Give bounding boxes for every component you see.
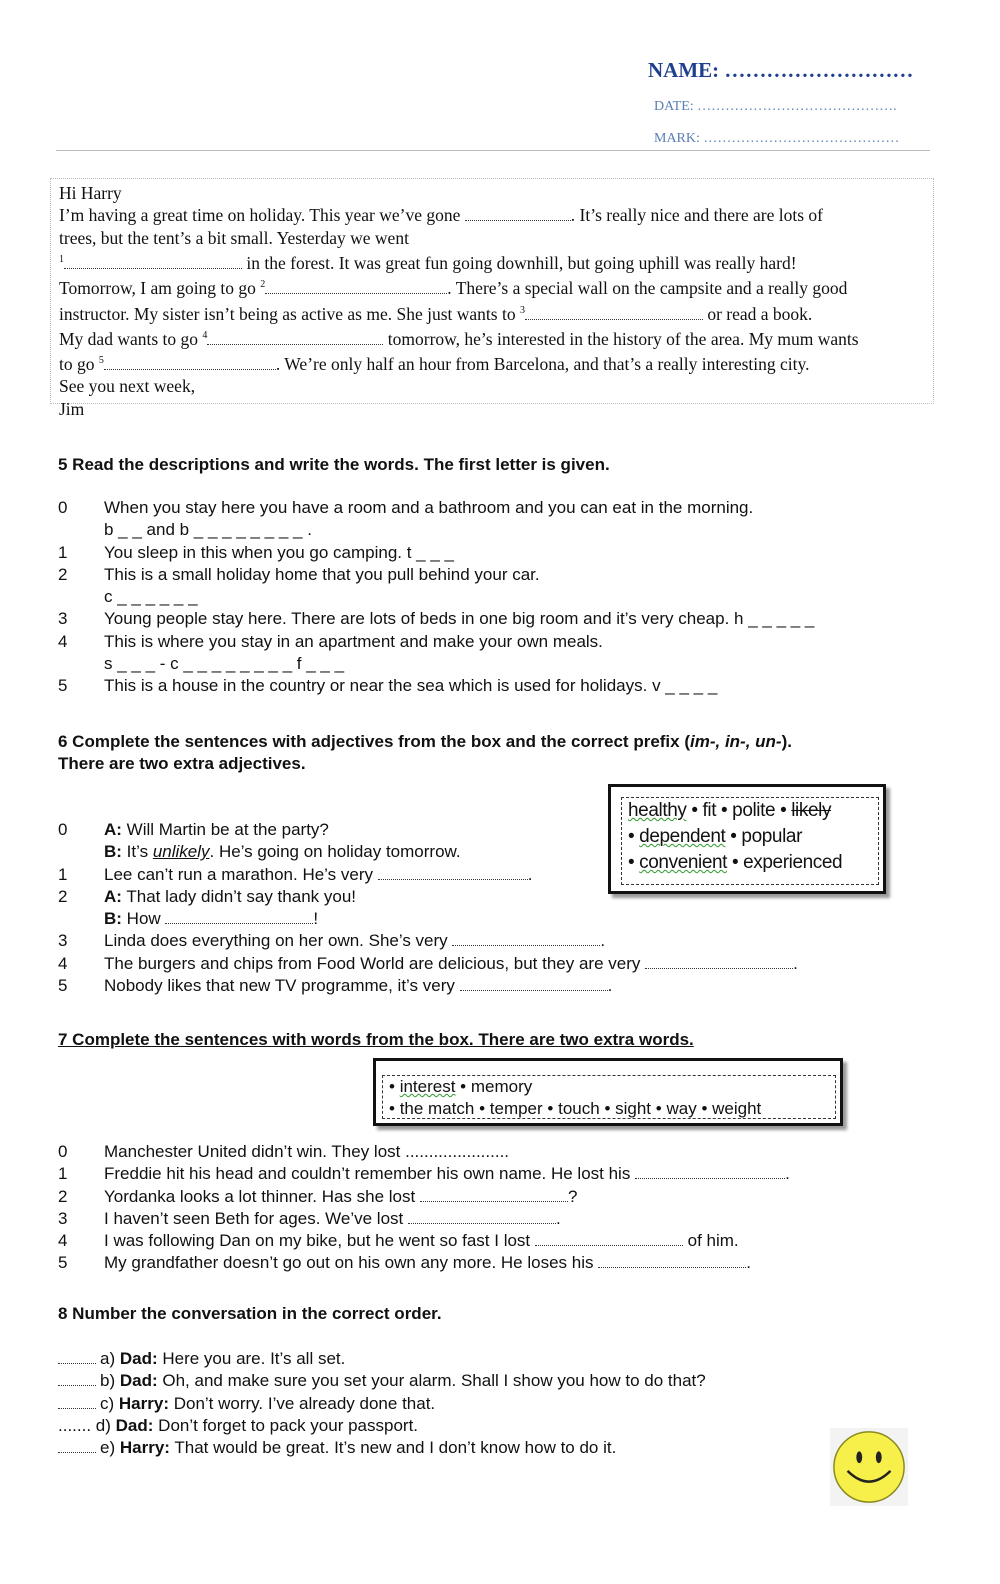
section-8-title: 8 Number the conversation in the correct order. [58, 1304, 442, 1323]
letter-line: See you next week, [59, 376, 196, 397]
header-divider [56, 150, 930, 151]
list-item: B: It’s unlikely. He’s going on holiday tomorrow. [104, 842, 461, 862]
section-6-title: 6 Complete the sentences with adjectives from the box and the correct prefix (im-, in-, un-). There are two extra adjectives. [58, 732, 792, 773]
letter-line: Tomorrow, I am going to go $^2$ . There’s a special wall on the campsite and a really good [59, 278, 848, 299]
blank[interactable] [635, 1166, 785, 1179]
blank-2[interactable] [265, 281, 447, 294]
list-item: 4 The burgers and chips from Food World are delicious, but they are very . [58, 953, 798, 973]
list-item: 0 When you stay here you have a room and a bathroom and you can eat in the morning. [58, 498, 754, 517]
adjective-box-inner: healthy • fit • polite • likely • dependent • popular • convenient • experienced [621, 797, 879, 885]
letter-line: I’m having a great time on holiday. This year we’ve gone . It’s really nice and there are lots of [59, 205, 823, 226]
letter-line: My dad wants to go $^4$ tomorrow, he’s interested in the history of the area. My mum wants [59, 328, 859, 349]
list-item: 5 My grandfather doesn’t go out on his own any more. He loses his . [58, 1253, 751, 1273]
list-item: 0 A: Will Martin be at the party? [58, 820, 329, 839]
order-blank[interactable] [58, 1396, 96, 1409]
list-item[interactable]: b _ _ and b _ _ _ _ _ _ _ _ . [104, 520, 312, 540]
order-blank[interactable] [58, 1373, 96, 1386]
blank-3[interactable] [525, 307, 703, 320]
list-item: 1 Lee can’t run a marathon. He’s very . [58, 864, 533, 884]
word-box [373, 1058, 843, 1126]
letter-line: to go $^5$ . We’re only half an hour from Barcelona, and that’s a really interesting city. [59, 353, 810, 374]
section-7-title: 7 Complete the sentences with words from the box. There are two extra words. [58, 1030, 694, 1049]
smiley-face-icon [830, 1428, 908, 1506]
letter-line: trees, but the tent’s a bit small. Yesterday we went [59, 227, 409, 248]
list-item: 3 I haven’t seen Beth for ages. We’ve lost . [58, 1208, 561, 1228]
order-blank[interactable] [58, 1351, 96, 1364]
list-item: B: How ! [104, 909, 319, 929]
list-item[interactable]: s _ _ _ - c _ _ _ _ _ _ _ _ f _ _ _ [104, 654, 345, 674]
blank[interactable] [452, 933, 600, 946]
letter-line: $^1$ in the forest. It was great fun going downhill, but going uphill was really hard! [59, 253, 797, 274]
list-item: 0 Manchester United didn’t win. They lost ...................... [58, 1142, 510, 1161]
blank[interactable] [598, 1255, 746, 1268]
blank[interactable] [378, 867, 528, 880]
list-item[interactable]: 3 Young people stay here. There are lots of beds in one big room and it’s very cheap. h _ _ _ _ _ [58, 609, 815, 629]
list-item: 1 Freddie hit his head and couldn’t remember his own name. He lost his . [58, 1164, 790, 1184]
list-item: e) Harry: That would be great. It’s new and I don’t know how to do it. [58, 1437, 706, 1459]
blank[interactable] [535, 1233, 683, 1246]
blank[interactable] [460, 978, 608, 991]
list-item: 5 Nobody likes that new TV programme, it’s very . [58, 976, 613, 996]
blank[interactable] [165, 911, 313, 924]
list-item: 2 A: That lady didn’t say thank you! [58, 886, 357, 906]
letter-signature: Jim [59, 398, 85, 419]
section-5-title: 5 Read the descriptions and write the words. The first letter is given. [58, 455, 610, 474]
order-blank[interactable]: ....... [58, 1415, 92, 1435]
letter-greeting: Hi Harry [59, 183, 122, 203]
list-item: 4 This is where you stay in an apartment and make your own meals. [58, 631, 603, 651]
section-5-list [58, 497, 814, 698]
section-6-list [58, 819, 798, 997]
blank[interactable] [645, 956, 793, 969]
blank-5[interactable] [104, 357, 276, 370]
list-item: 3 Linda does everything on her own. She’s very . [58, 931, 606, 951]
section-8-list [58, 1348, 706, 1459]
date-field[interactable]: DATE: ……………………………………. [654, 99, 897, 114]
header [630, 58, 930, 147]
blank-4[interactable] [207, 332, 383, 345]
list-item: b) Dad: Oh, and make sure you set your alarm. Shall I show you how to do that? [58, 1370, 706, 1392]
list-item[interactable]: c _ _ _ _ _ _ [104, 587, 198, 607]
blank[interactable] [408, 1211, 556, 1224]
blank[interactable] [420, 1189, 568, 1202]
list-item: 2 Yordanka looks a lot thinner. Has she lost ? [58, 1186, 578, 1206]
order-blank[interactable] [58, 1440, 96, 1453]
mark-field[interactable]: MARK: …………………………………… [654, 131, 900, 146]
word-box-inner: • interest • memory • the match • temper • touch • sight • way • weight [382, 1075, 836, 1119]
letter-line: instructor. My sister isn’t being as active as me. She just wants to $^3$ or read a book. [59, 303, 813, 324]
list-item: ....... d) Dad: Don’t forget to pack your passport. [58, 1415, 419, 1435]
list-item: a) Dad: Here you are. It’s all set. [58, 1348, 706, 1370]
list-item[interactable]: 5 This is a house in the country or near the sea which is used for holidays. v _ _ _ _ [58, 676, 718, 696]
list-item[interactable]: 1 You sleep in this when you go camping. t _ _ _ [58, 542, 454, 562]
list-item: 4 I was following Dan on my bike, but he went so fast I lost of him. [58, 1231, 739, 1251]
blank-0[interactable] [465, 208, 571, 221]
list-item: c) Harry: Don’t worry. I’ve already done that. [58, 1393, 706, 1415]
list-item: 2 This is a small holiday home that you pull behind your car. [58, 564, 540, 584]
letter-box [50, 178, 934, 419]
name-field[interactable]: NAME: ……………………… [648, 58, 914, 82]
blank-1[interactable] [64, 256, 242, 269]
section-7-list [58, 1141, 790, 1275]
